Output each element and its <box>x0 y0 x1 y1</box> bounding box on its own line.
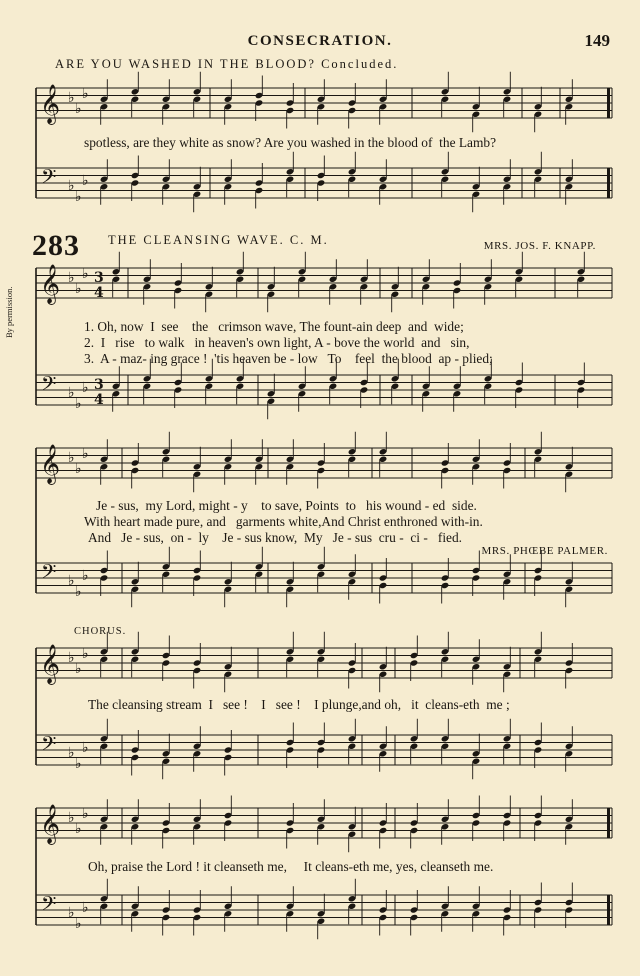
chorus-label: CHORUS. <box>74 626 127 637</box>
svg-text:♭: ♭ <box>75 661 82 677</box>
hymn-composer: MRS. JOS. F. KNAPP. <box>483 240 596 252</box>
svg-text:𝄞: 𝄞 <box>40 644 61 684</box>
svg-text:♭: ♭ <box>82 568 89 584</box>
previous-hymn-lyric: spotless, are they white as snow? Are you washed in the blood of the Lamb? <box>84 135 497 150</box>
svg-text:♭: ♭ <box>82 806 89 822</box>
svg-text:♭: ♭ <box>75 821 82 837</box>
svg-text:♭: ♭ <box>82 173 89 189</box>
svg-text:♭: ♭ <box>75 916 82 932</box>
svg-text:𝄞: 𝄞 <box>40 84 61 124</box>
svg-text:♭: ♭ <box>82 646 89 662</box>
svg-text:♭: ♭ <box>68 385 75 401</box>
previous-hymn-caption: ARE YOU WASHED IN THE BLOOD? Concluded. <box>55 57 399 71</box>
svg-text:𝄢: 𝄢 <box>41 560 57 588</box>
svg-text:3: 3 <box>94 377 104 393</box>
svg-text:3: 3 <box>94 270 104 286</box>
chorus-line-1: The cleansing stream I see ! I see ! I plunge,and oh, it cleans-eth me ; <box>88 697 510 712</box>
svg-text:4: 4 <box>94 392 104 408</box>
svg-text:♭: ♭ <box>68 905 75 921</box>
chorus-line-2: Oh, praise the Lord ! it cleanseth me, It cleans-eth me, yes, cleanseth me. <box>88 859 494 874</box>
svg-text:♭: ♭ <box>75 189 82 205</box>
permission-note: By permission. <box>4 286 14 338</box>
hymn-title: THE CLEANSING WAVE. C. M. <box>108 233 329 247</box>
svg-text:𝄞: 𝄞 <box>40 444 61 484</box>
svg-text:♭: ♭ <box>82 740 89 756</box>
svg-text:♭: ♭ <box>68 270 75 286</box>
svg-text:4: 4 <box>94 285 104 301</box>
verse-3-line-2: And Je - sus, on - ly Je - sus know, My Je - sus cru - ci - fied. <box>88 530 463 545</box>
svg-text:♭: ♭ <box>82 380 89 396</box>
svg-text:𝄢: 𝄢 <box>41 165 57 193</box>
svg-text:♭: ♭ <box>75 101 82 117</box>
svg-text:♭: ♭ <box>82 266 89 282</box>
page-number: 149 <box>584 31 610 50</box>
clefs <box>40 84 104 932</box>
svg-text:♭: ♭ <box>82 86 89 102</box>
svg-text:♭: ♭ <box>68 573 75 589</box>
running-head: CONSECRATION. <box>247 33 393 49</box>
svg-text:♭: ♭ <box>75 756 82 772</box>
verse-1-line-1: 1. Oh, now I see the crimson wave, The fount-ain deep and wide; <box>84 319 464 334</box>
svg-text:𝄢: 𝄢 <box>41 372 57 400</box>
verse-2-line-2: With heart made pure, and garments white,And Christ enthroned with-in. <box>84 514 483 529</box>
svg-text:♭: ♭ <box>68 90 75 106</box>
svg-text:♭: ♭ <box>75 281 82 297</box>
svg-text:𝄢: 𝄢 <box>41 732 57 760</box>
svg-text:♭: ♭ <box>82 446 89 462</box>
svg-text:♭: ♭ <box>68 450 75 466</box>
svg-text:♭: ♭ <box>68 810 75 826</box>
svg-text:♭: ♭ <box>75 584 82 600</box>
svg-text:♭: ♭ <box>82 900 89 916</box>
svg-text:♭: ♭ <box>75 396 82 412</box>
hymn-author: MRS. PHŒBE PALMER. <box>481 545 608 557</box>
verse-2-line-1: 2. I rise to walk in heaven's own light, A - bove the world and sin, <box>84 335 470 350</box>
verse-1-line-2: Je - sus, my Lord, might - y to save, Points to his wound - ed side. <box>96 498 477 513</box>
svg-text:𝄞: 𝄞 <box>40 264 61 304</box>
svg-text:♭: ♭ <box>75 461 82 477</box>
verse-3-line-1: 3. A - maz- ing grace ! 'tis heaven be - low To feel the blood ap - plied; <box>84 351 493 366</box>
svg-text:♭: ♭ <box>68 650 75 666</box>
hymn-number: 283 <box>32 229 80 262</box>
svg-text:𝄢: 𝄢 <box>41 892 57 920</box>
svg-text:♭: ♭ <box>68 745 75 761</box>
svg-text:𝄞: 𝄞 <box>40 804 61 844</box>
svg-text:♭: ♭ <box>68 178 75 194</box>
